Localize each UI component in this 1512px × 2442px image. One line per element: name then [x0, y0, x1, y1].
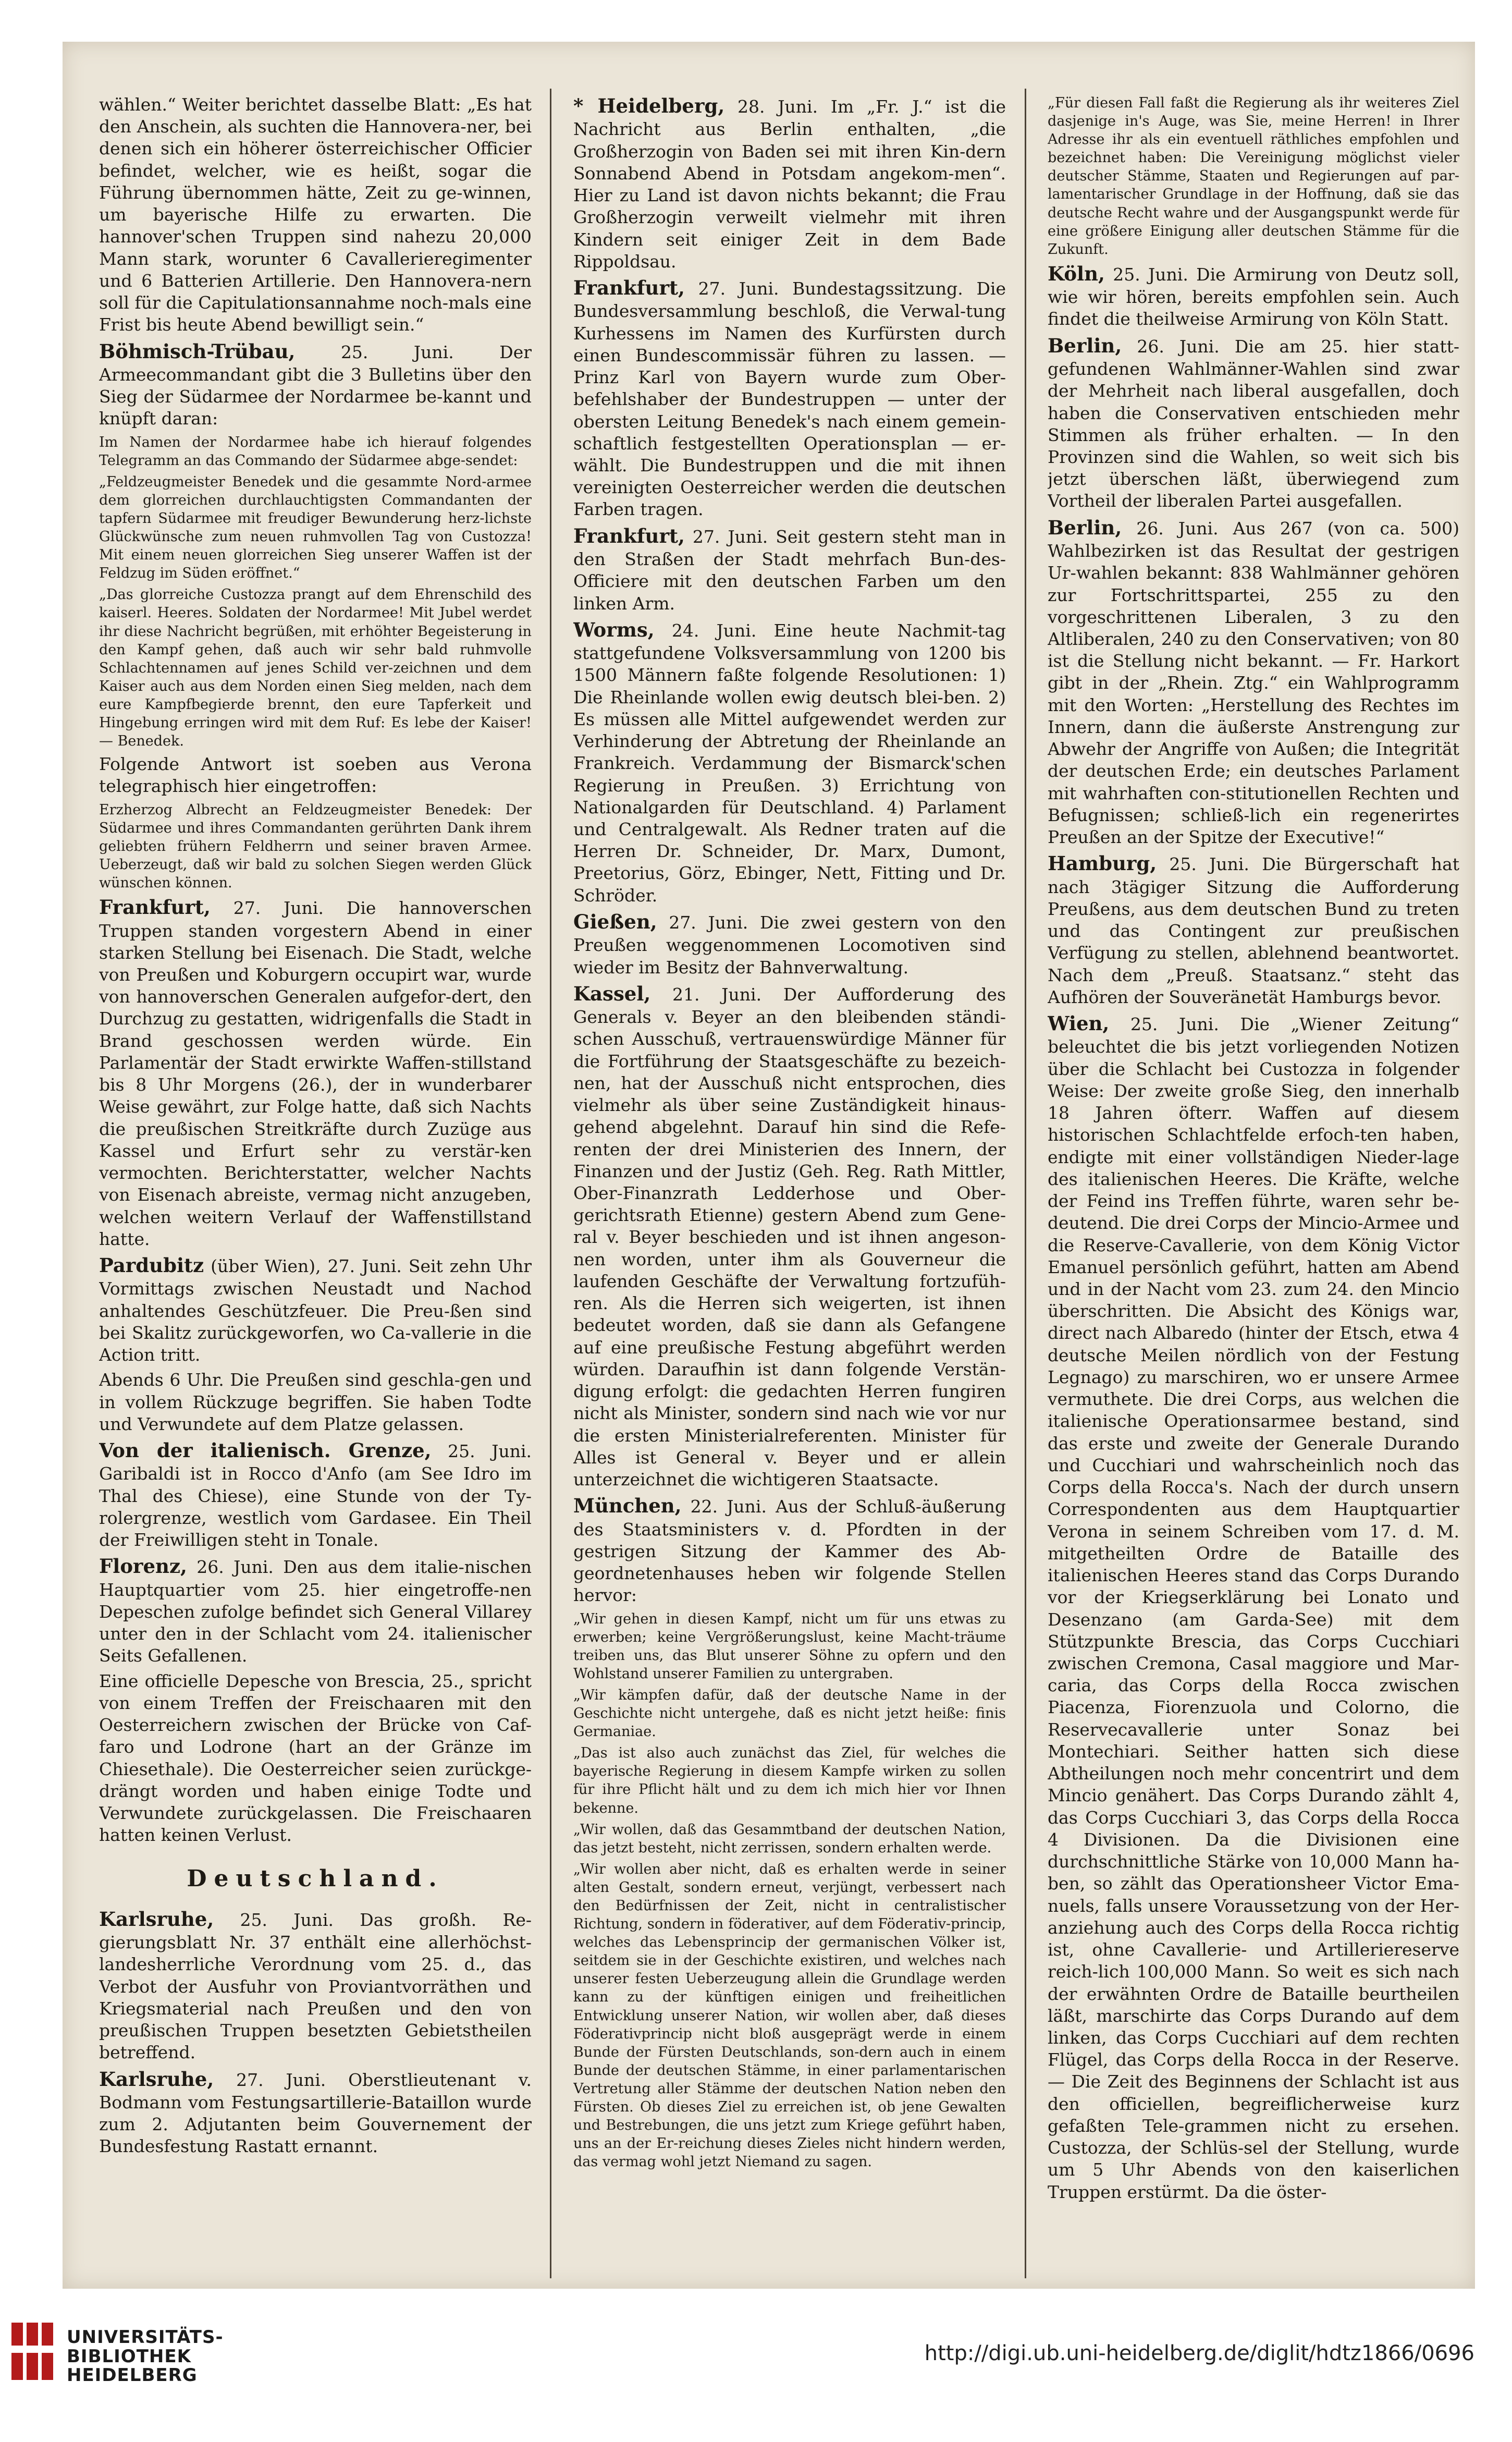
quoted-speech: „Wir wollen aber nicht, daß es erhalten werde in seiner alten Gestalt, sondern erneut, verjüngt, verbessert nach den Bedürfnissen der Zeit, nicht in centralistischer Richtung, sondern in föderativer, auf dem Föderativ-princip, welches das Lebensprincip der germanischen Völker ist, seitdem sie in der Geschichte existiren, und welches nach unserer festen Ueberzeugung allein die Grundlage werden kann zu der künftigen einigen und freiheitlichen Entwicklung unserer Nation, wir wollen aber, daß dieses Föderativprincip nicht bloß ausgeprägt werde in einem Bunde der Fürsten Deutschlands, son-dern auch in einem Bunde der deutschen Stämme, in einer parlamentarischen Vertretung aller Stämme der deutschen Nation neben den Fürsten. Ob dieses Ziel zu erreichen ist, ob jene Gewalten und Bestrebungen, die uns jetzt zum Kriege geführt haben, uns an der Er-reichung dieses Zieles nicht hindern werden, das vermag wohl jetzt Niemand zu sagen. — [573, 1861, 1006, 2170]
quoted-telegram: Im Namen der Nordarmee habe ich hierauf folgendes Telegramm an das Commando der Südarmee abge-sendet: — [99, 434, 532, 469]
dateline: Karlsruhe, — [99, 1907, 214, 1931]
article-paragraph: Köln, 25. Juni. Die Armirung von Deutz soll, wie wir hören, bereits empfohlen sein. Auch findet die theilweise Armirung von Köln Statt. — [1048, 262, 1459, 329]
article-paragraph: Frankfurt, 27. Juni. Bundestagssitzung. Die Bundesversammlung beschloß, die Verwal-tung Kurhessens im Namen des Kurfürsten durch einen Bundescommissär führen zu lassen. — Prinz Karl von Bayern wurde zum Ober-befehlshaber der Bundestruppen — unter der obersten Leitung Benedek's nach einem gemein-schaftlich festgestellten Operationsplan — er-wählt. Die Bundestruppen und die mit ihnen vereinigten Oesterreicher werden die deutschen Farben tragen. — [573, 276, 1006, 520]
article-paragraph: Böhmisch-Trübau, 25. Juni. Der Armeecommandant gibt die 3 Bulletins über den Sieg der Südarmee der Nordarmee be-kannt und knüpft daran: — [99, 339, 532, 429]
article-paragraph: * Heidelberg, 28. Juni. Im „Fr. J.“ ist die Nachricht aus Berlin enthalten, „die Großherzogin von Baden sei mit ihren Kin-dern Sonnabend Abend in Potsdam angekom-men“. Hier zu Land ist davon nichts bekannt; die Frau Großherzogin verweilt vielmehr mit ihren Kindern seit einiger Zeit in dem Bade Rippoldsau. — [573, 94, 1006, 272]
library-name: UNIVERSITÄTS- BIBLIOTHEK HEIDELBERG — [67, 2327, 224, 2386]
dateline: Berlin, — [1048, 516, 1122, 539]
dateline: Kassel, — [573, 982, 651, 1005]
dateline: Gießen, — [573, 910, 657, 933]
article-paragraph: Frankfurt, 27. Juni. Seit gestern steht man in den Straßen der Stadt mehrfach Bun-des-Officiere mit den deutschen Farben um den linken Arm. — [573, 524, 1006, 614]
source-url[interactable]: http://digi.ub.uni-heidelberg.de/diglit/hdtz1866/0696 — [924, 2341, 1474, 2365]
dateline: Frankfurt, — [573, 276, 685, 299]
dateline: Köln, — [1048, 262, 1105, 285]
digitization-footer — [0, 2291, 1512, 2442]
quoted-telegram: „Das glorreiche Custozza prangt auf dem Ehrenschild des kaiserl. Heeres. Soldaten der Nordarmee! Mit Jubel werdet ihr diese Nachricht begrüßen, mit erhöhter Begeisterung in den Kampf gehen, daß auch wir sehr bald ruhmvolle Schlachtennamen auf jenes Schild ver-zeichnen und dem Kaiser auch aus dem Norden einen Sieg melden, nach dem eure Kampfbegierde brennt, den eure Tapferkeit und Hingebung erringen wird mit dem Ruf: Es lebe der Kaiser! — Benedek. — [99, 587, 532, 750]
section-heading: Deutschland. — [187, 1865, 444, 1892]
article-paragraph: Worms, 24. Juni. Eine heute Nachmit-tag stattgefundene Volksversammlung von 1200 bis 1500 Männern faßte folgende Resolutionen: 1) Die Rheinlande wollen ewig deutsch blei-ben. 2) Es müssen alle Mittel aufgewendet werden zur Verhinderung der Abtretung der Rheinlande an Frankreich. Verdammung der Bismarck'schen Regierung in Preußen. 3) Errichtung von Nationalgarden für Deutschland. 4) Parlament und Centralgewalt. Als Redner traten auf die Herren Dr. Schneider, Dr. Marx, Dumont, Preetorius, Görz, Ebinger, Nett, Fitting und Dr. Schröder. — [573, 618, 1006, 906]
article-paragraph: Abends 6 Uhr. Die Preußen sind geschla-gen und in vollem Rückzuge begriffen. Sie haben Todte und Verwundete auf dem Platze gelassen. — [99, 1370, 532, 1434]
article-paragraph: Berlin, 26. Juni. Die am 25. hier statt-gefundenen Wahlmänner-Wahlen sind zwar der Mehrheit nach liberal ausgefallen, doch haben die Conservativen entschieden mehr Stimmen als früher erhalten. — In den Provinzen sind die Wahlen, so weit sich bis jetzt überschen läßt, überwiegend zum Vortheil der liberalen Partei ausgefallen. — [1048, 334, 1459, 511]
dateline: Karlsruhe, — [99, 2067, 214, 2091]
article-paragraph: Gießen, 27. Juni. Die zwei gestern von den Preußen weggenommenen Locomotiven sind wieder im Besitz der Bahnverwaltung. — [573, 910, 1006, 978]
dateline: Florenz, — [99, 1555, 187, 1578]
article-paragraph: wählen.“ Weiter berichtet dasselbe Blatt: „Es hat den Anschein, als suchten die Hannovera-ner, bei denen sich ein höherer österreichischer Officier befindet, welcher, wie es heißt, sogar die Führung übernommen hätte, Zeit zu ge-winnen, um bayerische Hilfe zu erwarten. Die hannover'schen Truppen sind nahezu 20,000 Mann stark, worunter 6 Cavallerieregimenter und 6 Batterien Artillerie. Den Hannovera-nern soll für die Capitulationsannahme noch-mals eine Frist bis heute Abend bewilligt sein.“ — [99, 94, 532, 335]
article-paragraph: Folgende Antwort ist soeben aus Verona telegraphisch hier eingetroffen: — [99, 754, 532, 797]
article-paragraph: Eine officielle Depesche von Brescia, 25., spricht von einem Treffen der Freischaaren mit den Oesterreichern zwischen der Brücke von Caf-faro und Lodrone (hart an der Gränze im Chiesethale). Die Oesterreicher seien zurückge-drängt worden und haben einige Todte und Verwundete zurückgelassen. Die Freischaaren hatten keinen Verlust. — [99, 1670, 532, 1846]
quoted-speech: „Wir wollen, daß das Gesammtband der deutschen Nation, das jetzt besteht, nicht zerrissen, sondern erhalten werde. — [573, 1821, 1006, 1856]
article-paragraph: München, 22. Juni. Aus der Schluß-äußerung des Staatsministers v. d. Pfordten in der gestrigen Sitzung der Kammer des Ab-geordnetenhauses heben wir folgende Stellen hervor: — [573, 1494, 1006, 1606]
quoted-speech: „Wir kämpfen dafür, daß der deutsche Name in der Geschichte nicht untergehe, daß es nicht jetzt heiße: finis Germaniae. — [573, 1687, 1006, 1740]
article-paragraph: Berlin, 26. Juni. Aus 267 (von ca. 500) Wahlbezirken ist das Resultat der gestrigen Ur-wahlen bekannt: 838 Wahlmänner gehören zur Fortschrittspartei, 255 zu den vorgeschrittenen Liberalen, 3 zu den Altliberalen, 240 zu den Conservativen; von 80 ist die Stellung nicht bekannt. — Fr. Harkort gibt in der „Rhein. Ztg.“ ein Wahlprogramm mit den Worten: „Herstellung des Rechtes im Innern, dann die äußerste Anstrengung zur Abwehr der Angriffe von Außen; die Integrität der deutschen Erde; ein deutsches Parlament mit wahrhaften con-stitutionellen Rechten und Befugnissen; schließ-lich ein regenerirtes Preußen an der Spitze der Executive!“ — [1048, 516, 1459, 848]
quoted-speech: „Für diesen Fall faßt die Regierung als ihr weiteres Ziel dasjenige in's Auge, was Sie, meine Herren! in Ihrer Adresse ihr als ein eventuell räthliches empfohlen und bezeichnet haben: Die Vereinigung möglichst vieler deutscher Stämme, Staaten und Regierungen auf par-lamentarischer Grundlage in der Hoffnung, daß sie das deutsche Recht wahre und der Ausgangspunkt werde für eine größere Einigung aller deutschen Stämme für die Zukunft. — [1048, 95, 1459, 258]
text-column-right — [1048, 94, 1459, 2284]
dateline: Böhmisch-Trübau, — [99, 339, 296, 363]
article-paragraph: Pardubitz (über Wien), 27. Juni. Seit zehn Uhr Vormittags zwischen Neustadt und Nachod anhaltendes Geschützfeuer. Die Preu-ßen sind bei Skalitz zurückgeworfen, wo Ca-vallerie in die Action tritt. — [99, 1254, 532, 1365]
text-column-middle — [573, 94, 1006, 2284]
column-rule — [1025, 89, 1026, 2278]
article-paragraph: Frankfurt, 27. Juni. Die hannoverschen Truppen standen vorgestern Abend in einer starken Stellung bei Eisenach. Die Stadt, welche von Preußen und Koburgern occupirt war, wurde von hannoverschen Generalen aufgefor-dert, den Durchzug zu gestatten, widrigenfalls die Stadt in Brand geschossen werden würde. Ein Parlamentär der Stadt erwirkte Waffen-stillstand bis 8 Uhr Morgens (26.), der in wunderbarer Weise gewährt, zur Folge hatte, daß sich Nachts die preußischen Streitkräfte durch Zuzüge aus Kassel und Erfurt sehr zu verstär-ken vermochten. Berichterstatter, welcher Nachts von Eisenach abreiste, vermag nicht anzugeben, welchen weitern Verlauf der Waffenstillstand hatte. — [99, 896, 532, 1249]
quoted-speech: „Das ist also auch zunächst das Ziel, für welches die bayerische Regierung in diesem Kampfe wirken zu sollen für ihre Pflicht hält und zu dem ich mich hier vor Ihnen bekenne. — [573, 1745, 1006, 1816]
dateline: * Heidelberg, — [573, 94, 725, 117]
dateline: Von der italienisch. Grenze, — [99, 1439, 432, 1462]
column-rule — [550, 89, 551, 2278]
article-paragraph: Florenz, 26. Juni. Den aus dem italie-nischen Hauptquartier vom 25. hier eingetroffe-nen Depeschen zufolge befindet sich General Villarey unter den in der Schlacht vom 24. italienischer Seits Gefallenen. — [99, 1555, 532, 1666]
article-paragraph: Kassel, 21. Juni. Der Aufforderung des Generals v. Beyer an den bleibenden ständi-schen Ausschuß, vertrauenswürdige Männer für die Fortführung der Staatsgeschäfte zu bezeich-nen, hat der Ausschuß nicht entsprochen, dies vielmehr als über seine Zuständigkeit hinaus-gehend abgelehnt. Darauf hin sind die Refe-renten der drei Ministerien des Innern, der Finanzen und der Justiz (Geh. Reg. Rath Mittler, Ober-Finanzrath Ledderhose und Ober-gerichtsrath Etienne) gestern Abend zum Gene-ral v. Beyer beschieden und ist ihnen angeson-nen worden, unter ihm als Gouverneur die laufenden Geschäfte der Verwaltung fortzufüh-ren. Als die Herren sich weigerten, ist ihnen bedeutet worden, daß sie dann als Gefangene auf eine preußische Festung abgeführt werden würden. Daraufhin ist dann folgende Verstän-digung erfolgt: die gedachten Herren fungiren nicht als Minister, sondern sind nach wie vor nur die ersten Ministerialreferenten. Minister für Alles ist General v. Beyer und er allein unterzeichnet die wichtigeren Staatsacte. — [573, 982, 1006, 1490]
dateline: Frankfurt, — [573, 524, 685, 547]
newspaper-page — [63, 42, 1475, 2289]
article-paragraph: Karlsruhe, 27. Juni. Oberstlieutenant v. Bodmann vom Festungsartillerie-Bataillon wurde zum 2. Adjutanten beim Gouvernement der Bundesfestung Rastatt ernannt. — [99, 2067, 532, 2157]
heidelberg-university-library-logo-icon — [11, 2323, 53, 2380]
dateline: Berlin, — [1048, 334, 1122, 357]
article-paragraph: Von der italienisch. Grenze, 25. Juni. Garibaldi ist in Rocco d'Anfo (am See Idro im Thal des Chiese), eine Stunde von der Ty-rolergrenze, westlich vom Gardasee. Ein Theil der Freiwilligen steht in Tonale. — [99, 1439, 532, 1550]
dateline: Worms, — [573, 618, 655, 641]
quoted-speech: „Wir gehen in diesen Kampf, nicht um für uns etwas zu erwerben; keine Vergrößerungslust, keine Macht-träume treiben uns, das Blut unserer Söhne zu opfern und den Wohlstand unserer Familien zu untergraben. — [573, 1610, 1006, 1682]
dateline: Frankfurt, — [99, 896, 211, 919]
text-column-left — [99, 94, 532, 2284]
dateline: München, — [573, 1494, 682, 1518]
dateline: Hamburg, — [1048, 852, 1157, 875]
article-paragraph: Wien, 25. Juni. Die „Wiener Zeitung“ beleuchtet die bis jetzt vorliegenden Notizen über die Schlacht bei Custozza in folgender Weise: Der zweite große Sieg, den innerhalb 18 Jahren öfterr. Waffen auf diesem historischen Schlachtfelde erfoch-ten haben, endigte mit einer vollständigen Nieder-lage des italienischen Heeres. Die Kräfte, welche der Feind ins Treffen führte, waren sehr be-deutend. Die drei Corps der Mincio-Armee und die Reserve-Cavallerie, von dem König Victor Emanuel persönlich geführt, hatten am Abend und in der Nacht vom 23. zum 24. den Mincio überschritten. Die Absicht des Königs war, direct nach Albaredo (hinter der Etsch, etwa 4 deutsche Meilen nördlich von der Festung Legnago) zu marschiren, wo er unsere Armee vermuthete. Die drei Corps, aus welchen die italienische Operationsarmee bestand, sind das erste und zweite der Generale Durando und Cucchiari und wahrscheinlich noch das Corps della Rocca's. Nach der durch unsern Correspondenten aus dem Hauptquartier Verona in seinem Schreiben vom 17. d. M. mitgetheilten Ordre de Bataille des italienischen Heeres stand das Corps Durando vor der Kriegserklärung bei Lonato und Desenzano (am Garda-See) mit dem Stützpunkte Brescia, das Corps Cucchiari zwischen Cremona, Casal maggiore und Mar-caria, das Corps della Rocca zwischen Piacenza, Fiorenzuola und Colorno, die Reservecavallerie unter Sonaz bei Montechiari. Seither hatten sich diese Abtheilungen noch mehr concentrirt und dem Mincio genähert. Das Corps Durando zählt 4, das Corps Cucchiari 3, das Corps della Rocca 4 Divisionen. Da die Divisionen eine durchschnittliche Stärke von 10,000 Mann ha-ben, so zählt das Operationsheer Victor Ema-nuels, falls unsere Voraussetzung von der Her-anziehung auch des Corps della Rocca richtig ist, ohne Cavallerie- und Artilleriereserve reich-lich 100,000 Mann. So weit es sich nach der erwähnten Ordre de Bataille beurtheilen läßt, marschirte das Corps Durando auf dem linken, das Corps Cucchiari auf dem rechten Flügel, das Corps della Rocca in der Reserve. — Die Zeit des Beginnens der Schlacht ist aus den officiellen, begreiflicherweise kurz gefaßten Tele-grammen nicht zu ersehen. Custozza, der Schlüs-sel der Stellung, wurde um 5 Uhr Abends von den kaiserlichen Truppen erstürmt. Da die öster- — [1048, 1012, 1459, 2202]
article-paragraph: Hamburg, 25. Juni. Die Bürgerschaft hat nach 3tägiger Sitzung die Aufforderung Preußens, aus dem deutschen Bund zu treten und das Contingent zur preußischen Verfügung zu stellen, ablehnend beantwortet. Nach dem „Preuß. Staatsanz.“ steht das Aufhören der Souveränetät Hamburgs bevor. — [1048, 852, 1459, 1007]
dateline: Pardubitz — [99, 1254, 204, 1277]
quoted-telegram: „Feldzeugmeister Benedek und die gesammte Nord-armee dem glorreichen durchlauchtigsten Commandanten der tapfern Südarmee mit freudiger Bewunderung herz-lichste Glückwünsche zum neuen ruhmvollen Tag von Custozza! Mit einem neuen glorreichen Sieg unserer Waffen ist der Feldzug im Süden eröffnet.“ — [99, 473, 532, 582]
dateline: Wien, — [1048, 1012, 1110, 1035]
article-paragraph: Karlsruhe, 25. Juni. Das großh. Re-gierungsblatt Nr. 37 enthält eine allerhöchst-landesherrliche Verordnung vom 25. d., das Verbot der Ausfuhr von Proviantvorräthen und Kriegsmaterial nach Preußen und den von preußischen Truppen besetzten Gebietstheilen betreffend. — [99, 1907, 532, 2063]
quoted-telegram: Erzherzog Albrecht an Feldzeugmeister Benedek: Der Südarmee und ihres Commandanten gerührten Dank ihrem geliebten frühern Feldherrn und seiner braven Armee. Ueberzeugt, daß wir bald zu solchen Siegen werden Glück wünschen können. — [99, 801, 532, 892]
